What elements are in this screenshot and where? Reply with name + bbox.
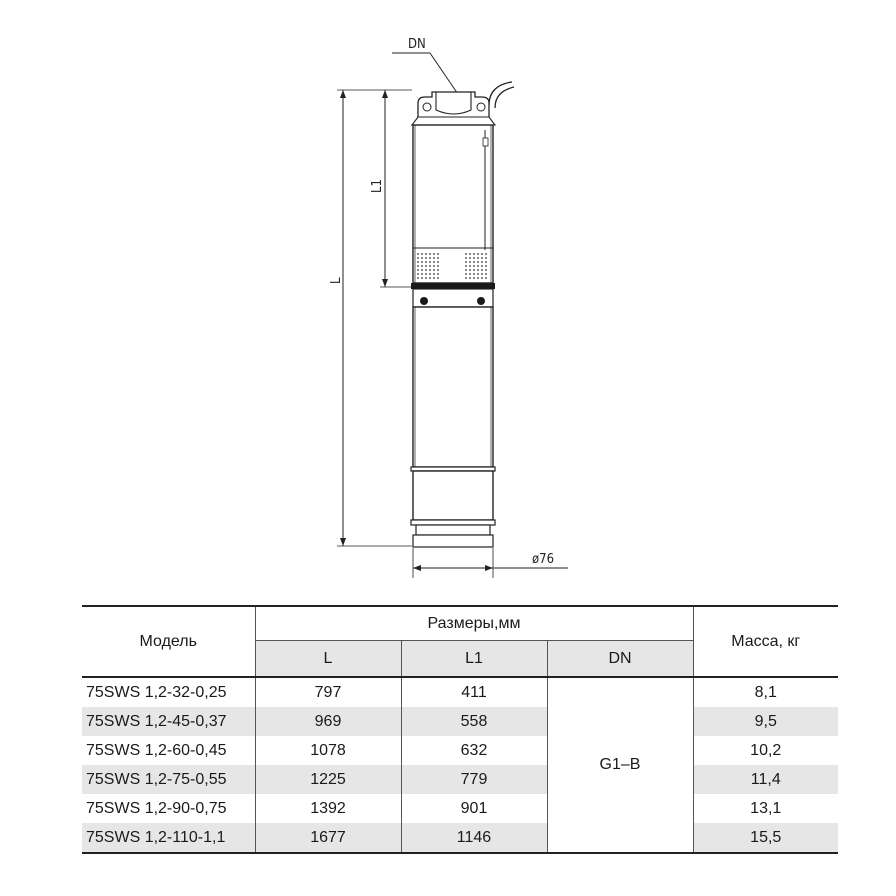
table-row [82,677,838,707]
cell-l: 1225 [255,765,401,794]
cell-model: 75SWS 1,2-32-0,25 [82,677,255,707]
header-dn: DN [547,641,693,678]
cell-dn: G1–B [547,677,693,853]
cell-l1: 1146 [401,823,547,853]
cell-l: 969 [255,707,401,736]
header-mass: Масса, кг [693,606,838,677]
spec-table [82,605,838,854]
table-row [82,765,838,794]
table-row [82,736,838,765]
cell-l1: 632 [401,736,547,765]
l1-label: L1 [370,179,385,193]
table-row [82,794,838,823]
cell-model: 75SWS 1,2-75-0,55 [86,770,227,788]
cell-mass: 10,2 [693,736,838,765]
cell-mass: 15,5 [693,823,838,853]
cell-model: 75SWS 1,2-45-0,37 [86,712,227,730]
cell-mass: 13,1 [693,794,838,823]
l-label: L [329,277,344,284]
cell-mass: 11,4 [693,765,838,794]
cell-model: 75SWS 1,2-110-1,1 [82,823,255,853]
header-l: L [255,641,401,678]
cell-mass: 9,5 [693,707,838,736]
table-row [82,707,838,736]
table-row [82,823,838,853]
motor-section [413,307,493,467]
cell-mass: 8,1 [693,677,838,707]
cell-l1: 901 [401,794,547,823]
cell-l1: 411 [401,677,547,707]
cell-l: 1078 [255,736,401,765]
dn-label: DN [408,37,426,52]
header-dimensions: Размеры,мм [255,606,693,641]
cell-l: 1392 [255,794,401,823]
header-model: Модель [82,606,255,677]
pump-outlet-head [412,92,495,125]
cell-l: 1677 [255,823,401,853]
cell-l1: 558 [401,707,547,736]
header-l1: L1 [401,641,547,678]
diameter-label: ø76 [532,552,555,567]
cell-l1: 779 [401,765,547,794]
cell-l: 797 [255,677,401,707]
cell-model: 75SWS 1,2-90-0,75 [86,799,227,817]
cell-model: 75SWS 1,2-60-0,45 [86,741,227,759]
